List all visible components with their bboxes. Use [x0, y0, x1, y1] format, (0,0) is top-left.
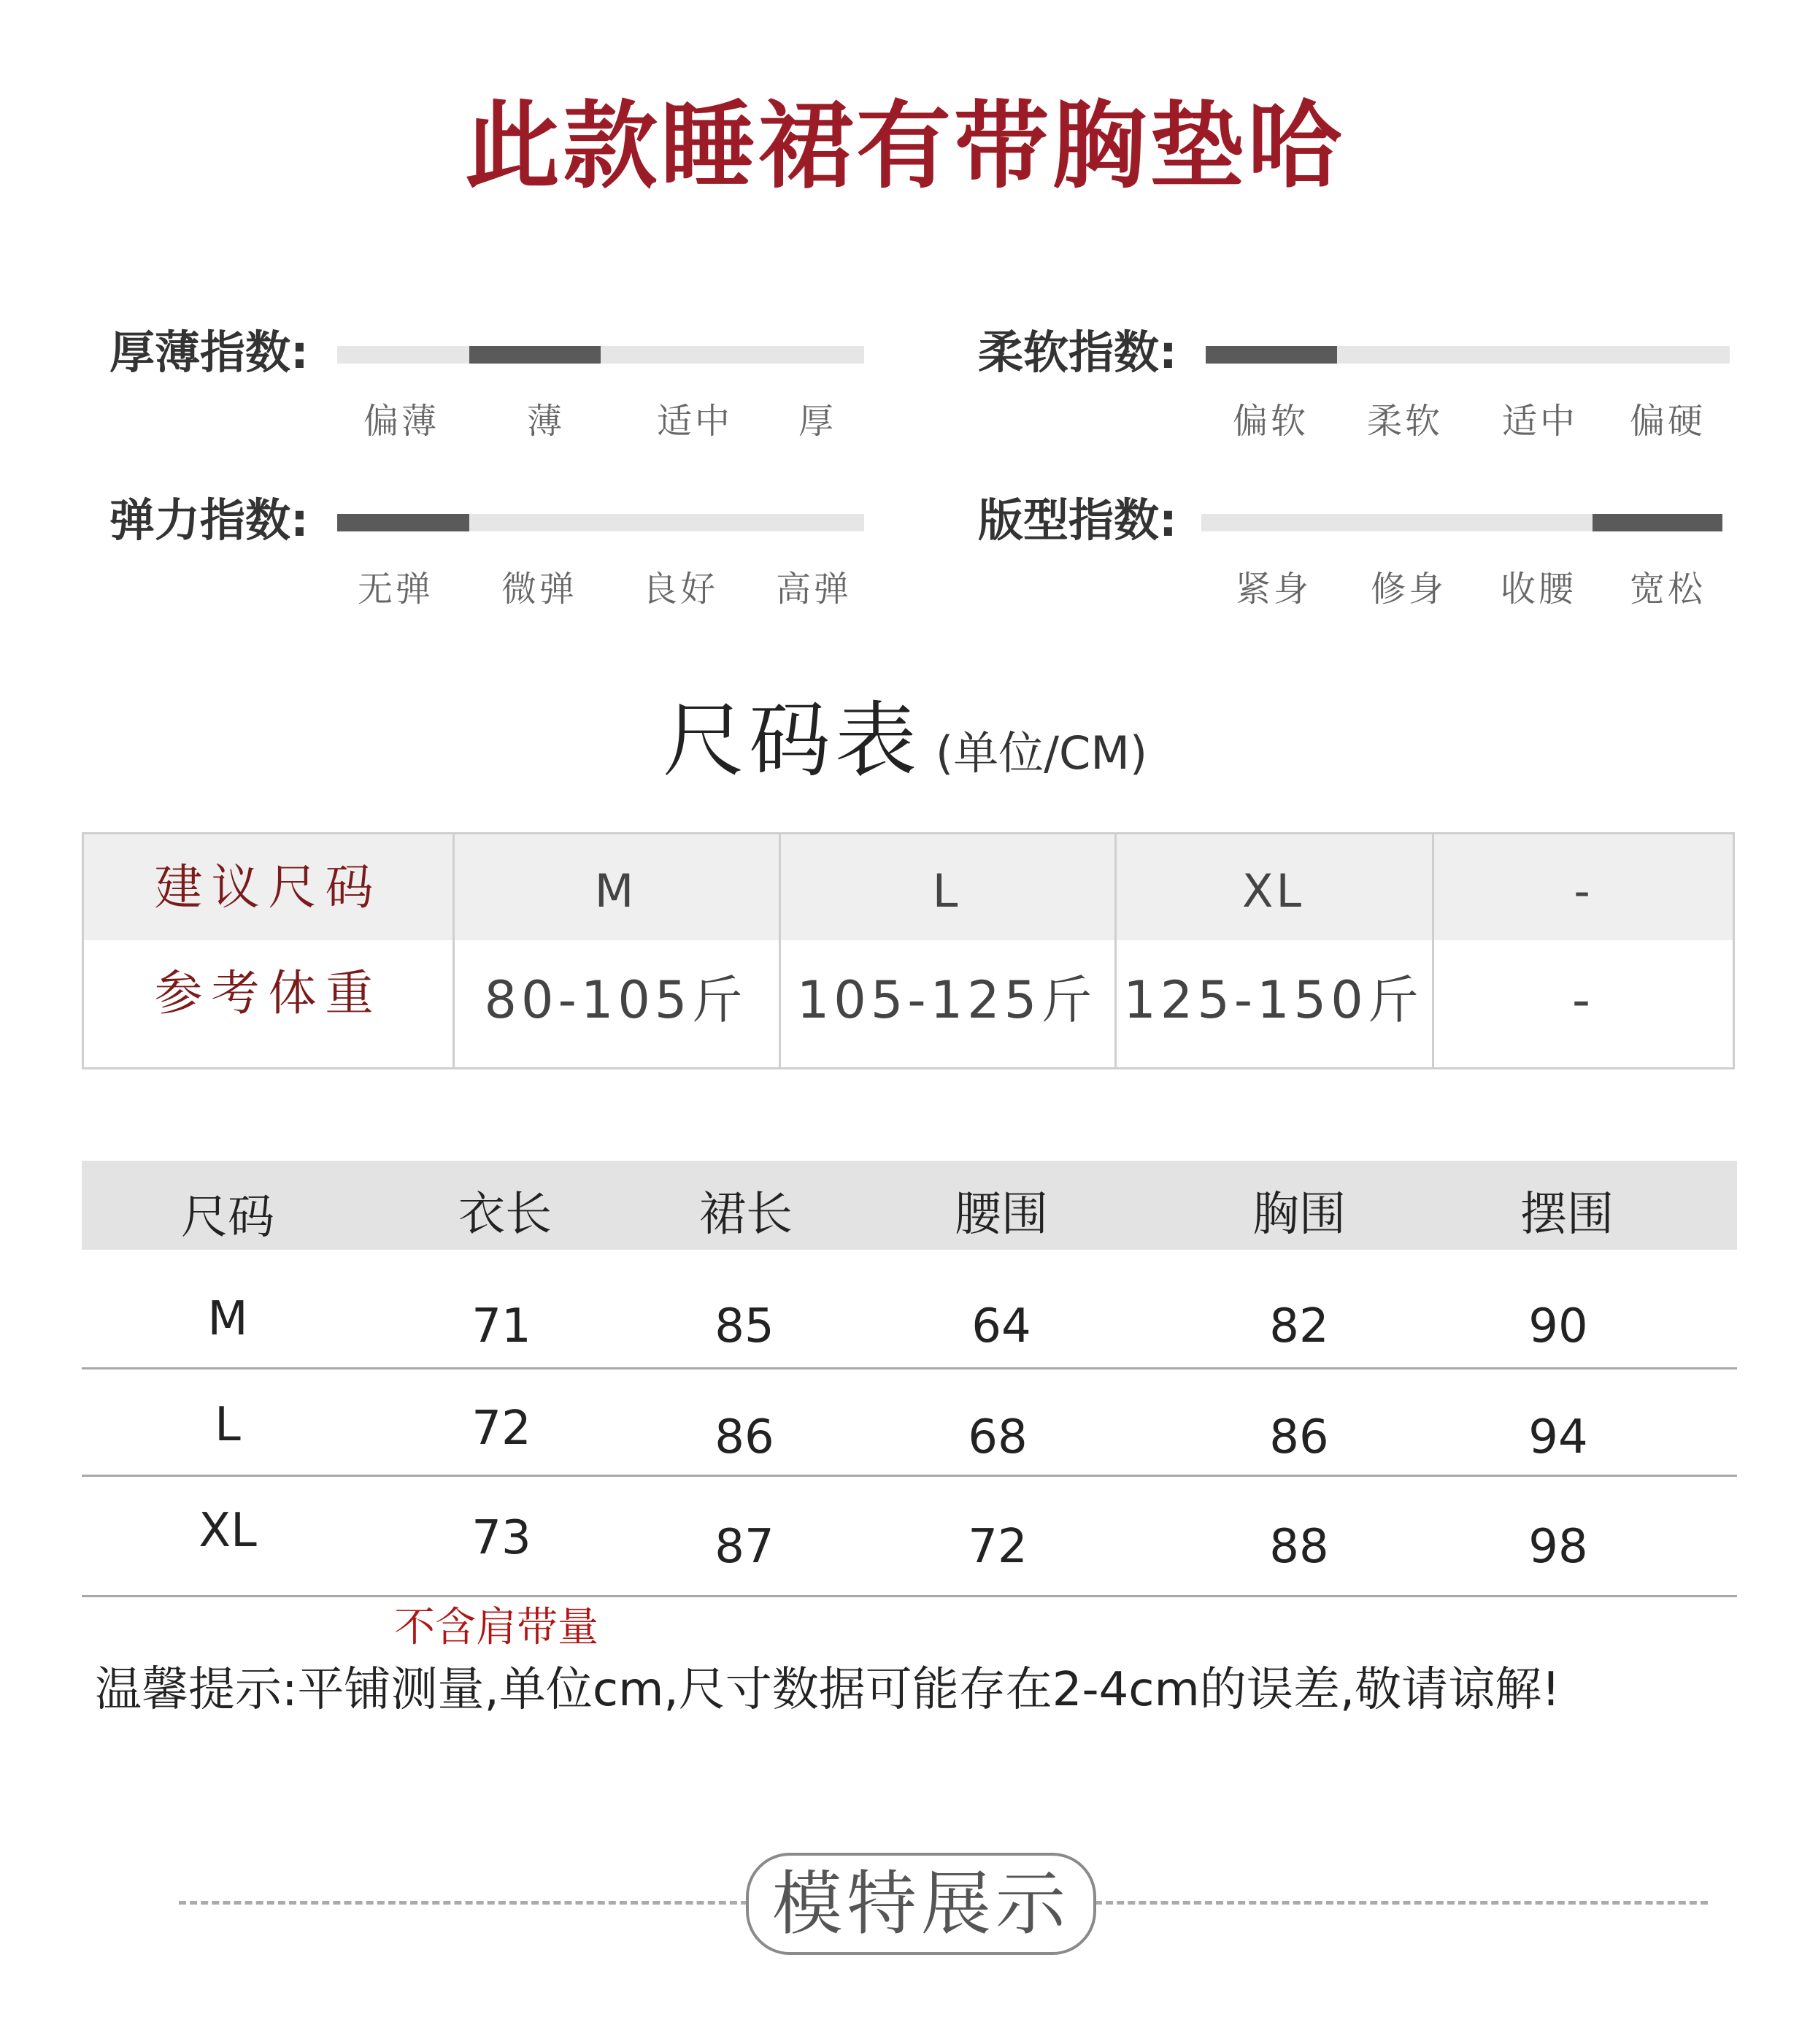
meter-fill — [1206, 346, 1337, 364]
meter-fill — [337, 514, 469, 531]
recommend-size: - — [1574, 864, 1593, 918]
table-cell: 86 — [715, 1410, 774, 1464]
spec-header-cell: 摆围 — [1520, 1188, 1614, 1242]
table-cell: 90 — [1528, 1299, 1588, 1353]
size-chart-heading: 尺码表 — [662, 694, 921, 788]
recommend-size-label: 建议尺码 — [154, 859, 382, 915]
meter-fill — [1593, 514, 1723, 531]
meter-option: 良好 — [642, 569, 718, 610]
meter-option: 适中 — [656, 401, 733, 442]
meter-option: 修身 — [1370, 569, 1447, 610]
meter-option: 适中 — [1501, 401, 1578, 442]
table-cell: 98 — [1528, 1520, 1588, 1574]
spec-header-row — [82, 1161, 1737, 1250]
spec-header-cell: 衣长 — [458, 1188, 552, 1242]
meter-option: 厚 — [798, 401, 836, 442]
meter-option: 偏硬 — [1629, 401, 1706, 442]
meter-label: 弹力指数: — [109, 493, 309, 547]
recommend-size: M — [594, 864, 637, 918]
footer-divider-left — [179, 1901, 748, 1905]
fit-meter — [978, 488, 1774, 634]
table-cell: 87 — [715, 1520, 774, 1574]
table-cell: 73 — [471, 1511, 531, 1565]
meter-option: 柔软 — [1366, 401, 1443, 442]
table-cell: L — [215, 1398, 241, 1452]
meter-option: 偏软 — [1232, 401, 1309, 442]
size-chart-unit: (单位/CM) — [935, 726, 1148, 780]
spec-header-cell: 尺码 — [181, 1191, 274, 1245]
table-cell: 68 — [968, 1410, 1028, 1464]
meter-option: 偏薄 — [363, 401, 439, 442]
page-title: 此款睡裙有带胸垫哈 — [464, 91, 1345, 201]
strap-note: 不含肩带量 — [394, 1604, 598, 1651]
meter-track — [337, 514, 864, 531]
thickness-meter — [109, 320, 905, 466]
spec-header-cell: 裙长 — [699, 1188, 793, 1242]
table-cell: 72 — [471, 1402, 531, 1456]
recommend-weight-label: 参考体重 — [154, 965, 382, 1021]
recommend-weight: - — [1571, 970, 1595, 1030]
recommend-weight: 80-105斤 — [484, 970, 747, 1030]
table-cell: 64 — [971, 1299, 1031, 1353]
meter-option: 紧身 — [1235, 569, 1312, 610]
table-cell: 94 — [1528, 1410, 1588, 1464]
recommend-table — [82, 832, 1735, 1069]
table-cell: 85 — [715, 1299, 774, 1353]
recommend-size: XL — [1241, 864, 1304, 918]
meter-label: 厚薄指数: — [109, 326, 309, 379]
model-showcase-label: 模特展示 — [746, 1853, 1096, 1955]
meter-option: 收腰 — [1500, 569, 1576, 610]
row-divider — [82, 1595, 1737, 1597]
recommend-weight: 125-150斤 — [1123, 970, 1423, 1030]
meter-option: 高弹 — [775, 569, 852, 610]
meter-track — [1206, 346, 1730, 364]
meter-option: 薄 — [526, 401, 565, 442]
table-cell: 71 — [471, 1299, 531, 1353]
spec-header-cell: 胸围 — [1252, 1188, 1346, 1242]
table-cell: M — [207, 1292, 248, 1346]
meter-label: 版型指数: — [978, 493, 1177, 547]
spec-header-cell: 腰围 — [955, 1188, 1048, 1242]
table-cell: XL — [199, 1504, 257, 1558]
recommend-weight: 105-125斤 — [796, 970, 1097, 1030]
table-cell: 72 — [968, 1520, 1028, 1574]
meter-track — [337, 346, 864, 364]
footer-divider-right — [1095, 1901, 1708, 1905]
meter-label: 柔软指数: — [978, 326, 1177, 379]
table-cell: 88 — [1269, 1520, 1329, 1574]
size-chart-title — [0, 686, 1810, 820]
meter-option: 宽松 — [1629, 569, 1706, 610]
row-divider — [82, 1367, 1737, 1369]
meter-option: 微弹 — [501, 569, 577, 610]
measurement-tip: 温馨提示:平铺测量,单位cm,尺寸数据可能存在2-4cm的误差,敬请谅解! — [95, 1663, 1560, 1717]
meter-fill — [469, 346, 601, 364]
elasticity-meter — [109, 488, 905, 634]
meter-track — [1201, 514, 1722, 531]
table-cell: 82 — [1269, 1299, 1329, 1353]
table-cell: 86 — [1269, 1410, 1329, 1464]
recommend-size: L — [932, 864, 961, 918]
softness-meter — [978, 320, 1774, 466]
row-divider — [82, 1475, 1737, 1477]
meter-option: 无弹 — [357, 569, 434, 610]
